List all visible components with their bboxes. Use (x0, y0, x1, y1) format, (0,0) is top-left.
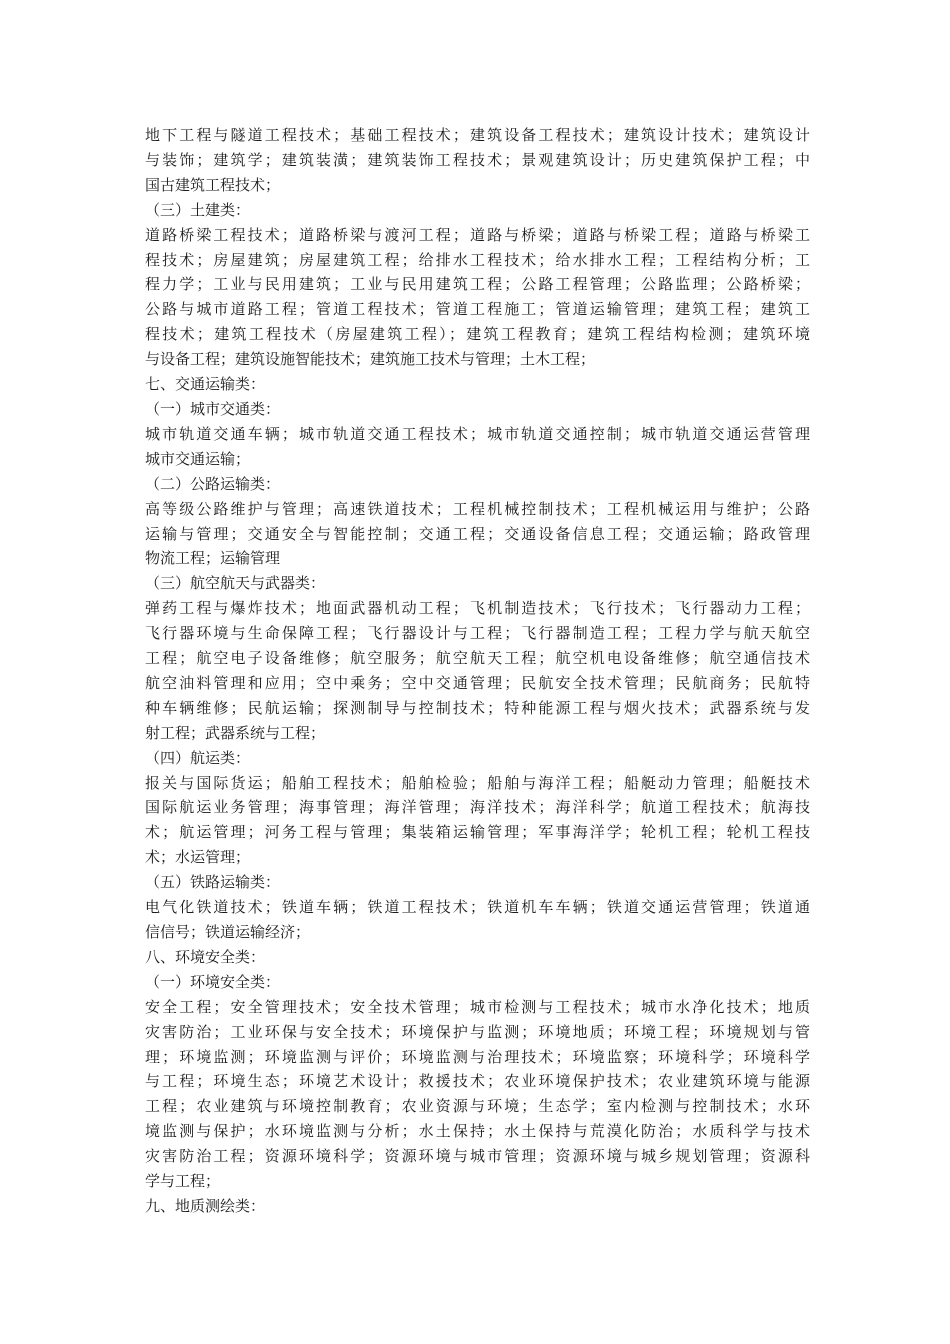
text-line: 工程；航空电子设备维修；航空服务；航空航天工程；航空机电设备维修；航空通信技术 (145, 649, 810, 668)
text-line: 道路桥梁工程技术；道路桥梁与渡河工程；道路与桥梁；道路与桥梁工程；道路与桥梁工 (145, 225, 810, 244)
section-heading: （二）公路运输类： (145, 474, 281, 493)
text-line: 程力学；工业与民用建筑；工业与民用建筑工程；公路工程管理；公路监理；公路桥梁； (145, 275, 810, 294)
text-line: 弹药工程与爆炸技术；地面武器机动工程；飞机制造技术；飞行技术；飞行器动力工程； (145, 599, 810, 618)
text-line: 程技术；建筑工程技术（房屋建筑工程）；建筑工程教育；建筑工程结构检测；建筑环境 (145, 325, 810, 344)
text-line: 安全工程；安全管理技术；安全技术管理；城市检测与工程技术；城市水净化技术；地质 (145, 997, 810, 1016)
text-line: 与设备工程；建筑设施智能技术；建筑施工技术与管理；土木工程； (145, 350, 596, 369)
section-heading: （一）环境安全类： (145, 972, 281, 991)
section-heading: （一）城市交通类： (145, 399, 281, 418)
section-heading: （四）航运类： (145, 748, 251, 767)
text-line: 地下工程与隧道工程技术；基础工程技术；建筑设备工程技术；建筑设计技术；建筑设计 (145, 126, 810, 144)
text-line: 程技术；房屋建筑；房屋建筑工程；给排水工程技术；给水排水工程；工程结构分析；工 (145, 250, 810, 269)
category-heading: 七、交通运输类： (145, 375, 266, 394)
text-line: 飞行器环境与生命保障工程；飞行器设计与工程；飞行器制造工程；工程力学与航天航空 (145, 624, 810, 643)
text-line: 信信号；铁道运输经济； (145, 923, 311, 941)
text-line: 高等级公路维护与管理；高速铁道技术；工程机械控制技术；工程机械运用与维护；公路 (145, 499, 810, 518)
text-line: 航空油料管理和应用；空中乘务；空中交通管理；民航安全技术管理；民航商务；民航特 (145, 673, 810, 692)
text-line: 术；航运管理；河务工程与管理；集装箱运输管理；军事海洋学；轮机工程；轮机工程技 (145, 823, 810, 842)
text-line: 学与工程； (145, 1172, 221, 1191)
text-line: 城市交通运输； (145, 449, 251, 468)
text-line: 运输与管理；交通安全与智能控制；交通工程；交通设备信息工程；交通运输；路政管理 (145, 524, 810, 543)
category-heading: 八、环境安全类： (145, 947, 266, 966)
text-line: 灾害防治工程；资源环境科学；资源环境与城市管理；资源环境与城乡规划管理；资源科 (145, 1147, 810, 1166)
text-line: 城市轨道交通车辆；城市轨道交通工程技术；城市轨道交通控制；城市轨道交通运营管理 (145, 424, 810, 443)
text-line: 报关与国际货运；船舶工程技术；船舶检验；船舶与海洋工程；船艇动力管理；船艇技术 (145, 773, 810, 792)
section-heading: （五）铁路运输类： (145, 873, 281, 892)
text-line: 物流工程；运输管理 (145, 549, 281, 568)
text-line: 公路与城市道路工程；管道工程技术；管道工程施工；管道运输管理；建筑工程；建筑工 (145, 300, 810, 319)
text-line: 国古建筑工程技术； (145, 175, 281, 194)
text-line: 灾害防治；工业环保与安全技术；环境保护与监测；环境地质；环境工程；环境规划与管 (145, 1022, 810, 1041)
text-line: 工程；农业建筑与环境控制教育；农业资源与环境；生态学；室内检测与控制技术；水环 (145, 1097, 810, 1116)
text-line: 电气化铁道技术；铁道车辆；铁道工程技术；铁道机车车辆；铁道交通运营管理；铁道通 (145, 898, 810, 917)
text-line: 术；水运管理； (145, 848, 251, 867)
text-line: 射工程；武器系统与工程； (145, 723, 326, 742)
category-heading: 九、地质测绘类： (145, 1196, 266, 1215)
section-heading: （三）航空航天与武器类： (145, 574, 326, 593)
text-line: 与工程；环境生态；环境艺术设计；救援技术；农业环境保护技术；农业建筑环境与能源 (145, 1072, 810, 1091)
text-line: 种车辆维修；民航运输；探测制导与控制技术；特种能源工程与烟火技术；武器系统与发 (145, 698, 810, 717)
text-line: 境监测与保护；水环境监测与分析；水土保持；水土保持与荒漠化防治；水质科学与技术 (145, 1122, 810, 1141)
document-body (145, 123, 810, 1219)
section-heading: （三）土建类： (145, 200, 251, 219)
text-line: 理；环境监测；环境监测与评价；环境监测与治理技术；环境监察；环境科学；环境科学 (145, 1047, 810, 1066)
text-line: 国际航运业务管理；海事管理；海洋管理；海洋技术；海洋科学；航道工程技术；航海技 (145, 798, 810, 817)
text-line: 与装饰；建筑学；建筑装潢；建筑装饰工程技术；景观建筑设计；历史建筑保护工程；中 (145, 150, 810, 169)
